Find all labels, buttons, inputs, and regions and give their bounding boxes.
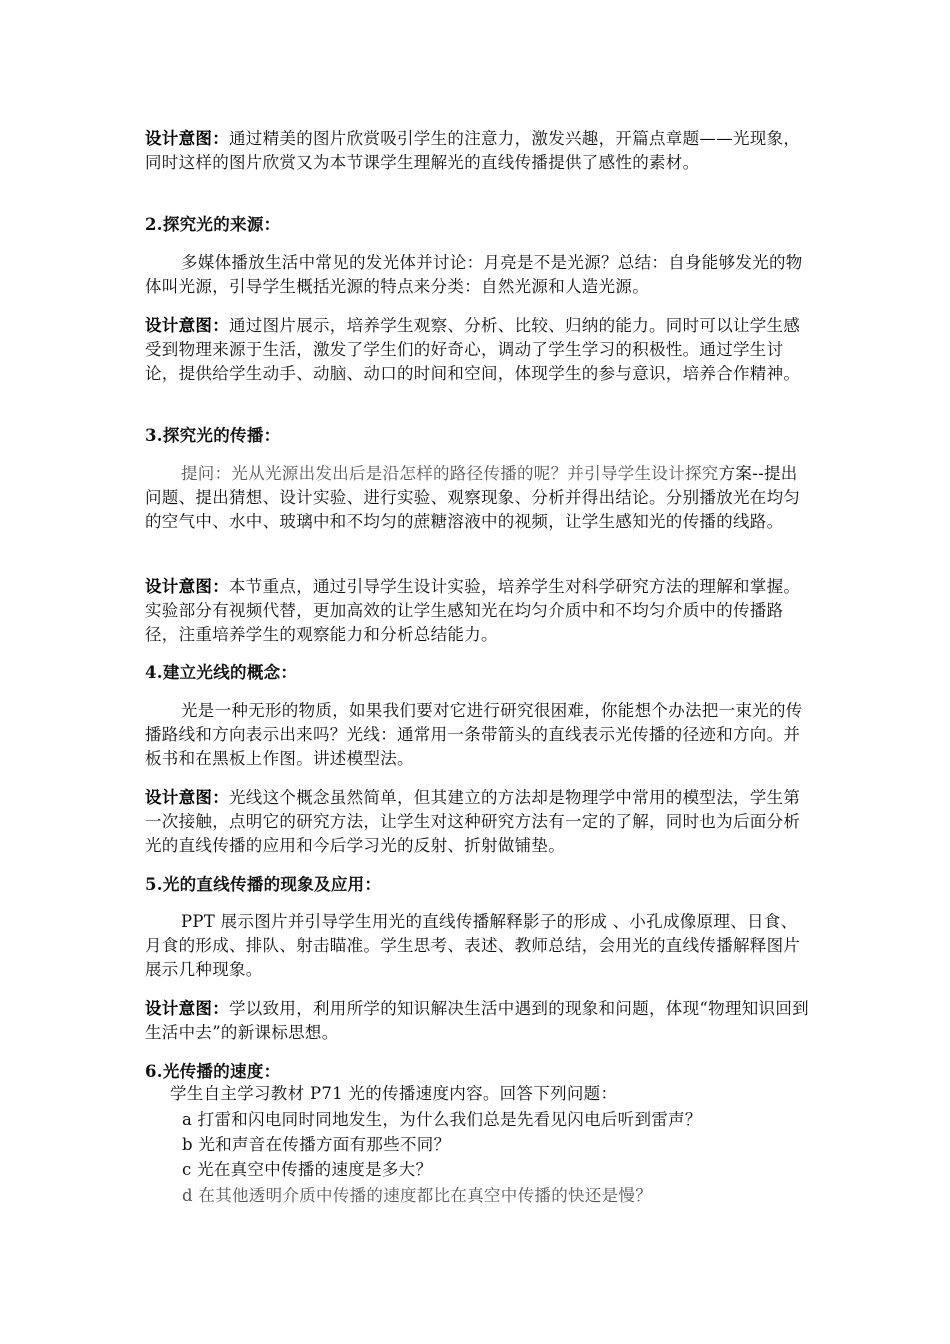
design-intent-paragraph-5: [145, 997, 813, 1045]
design-intent-label: 设计意图：: [145, 316, 229, 335]
section-5-heading: 5.光的直线传播的现象及应用：: [145, 875, 382, 894]
question-a: a 打雷和闪电同时同地发生，为什么我们总是先看见闪电后听到雷声？: [182, 1110, 702, 1129]
section-4-body: 光是一种无形的物质，如果我们要对它进行研究很困难，你能想个办法把一束光的传播路线和方向表示出来吗？光线：通常用一条带箭头的直线表示光传播的径迹和方向。并板书和在黑板上作图。讲述模型法。: [145, 701, 803, 768]
section-3-body-rest: 方案--提出问题、提出猜想、设计实验、进行实验、观察现象、分析并得出结论。分别播放光在均匀的空气中、水中、玻璃中和不均匀的蔗糖溶液中的视频，让学生感知光的传播的线路。: [145, 464, 801, 531]
design-intent-label: 设计意图：: [145, 999, 229, 1018]
design-intent-text: 通过图片展示，培养学生观察、分析、比较、归纳的能力。同时可以让学生感受到物理来源于生活，激发了学生们的好奇心，调动了学生学习的积极性。通过学生讨论，提供给学生动手、动脑、动口的时间和空间，体现学生的参与意识，培养合作精神。: [145, 316, 801, 383]
question-c: c 光在真空中传播的速度是多大？: [182, 1160, 433, 1179]
design-intent-paragraph-4: [145, 786, 813, 858]
section-3-body: [145, 462, 813, 534]
design-intent-paragraph-3: [145, 575, 813, 647]
design-intent-text: 学以致用，利用所学的知识解决生活中遇到的现象和问题，体现“物理知识回到生活中去”的新课标思想。: [145, 999, 809, 1042]
design-intent-label: 设计意图：: [145, 129, 229, 148]
design-intent-paragraph-1: [145, 127, 813, 175]
design-intent-text: 光线这个概念虽然简单，但其建立的方法却是物理学中常用的模型法，学生第一次接触，点明它的研究方法，让学生对这种研究方法有一定的了解，同时也为后面分析光的直线传播的应用和今后学习光的反射、折射做铺垫。: [145, 788, 801, 855]
design-intent-paragraph-2: [145, 314, 813, 386]
design-intent-label: 设计意图：: [145, 577, 229, 596]
design-intent-text: 通过精美的图片欣赏吸引学生的注意力，激发兴趣，开篇点章题——光现象，同时这样的图片欣赏又为本节课学生理解光的直线传播提供了感性的素材。: [145, 129, 801, 172]
section-3-body-lead: 提问：光从光源出发出后是沿怎样的路径传播的呢？并引导学生设计探究: [181, 464, 719, 483]
design-intent-text: 本节重点，通过引导学生设计实验，培养学生对科学研究方法的理解和掌握。实验部分有视频代替，更加高效的让学生感知光在均匀介质中和不均匀介质中的传播路径，注重培养学生的观察能力和分析总结能力。: [145, 577, 801, 644]
section-4-heading: 4.建立光线的概念：: [145, 663, 298, 682]
question-b: b 光和声音在传播方面有那些不同？: [182, 1135, 451, 1154]
design-intent-label: 设计意图：: [145, 788, 229, 807]
section-2-body: 多媒体播放生活中常见的发光体并讨论：月亮是不是光源？总结：自身能够发光的物体叫光源，引导学生概括光源的特点来分类：自然光源和人造光源。: [145, 253, 803, 296]
section-6-heading: 6.光传播的速度：: [145, 1062, 281, 1081]
section-2-heading: 2.探究光的来源：: [145, 215, 281, 234]
section-3-heading: 3.探究光的传播：: [145, 426, 281, 445]
section-6-intro: 学生自主学习教材 P71 光的传播速度内容。回答下列问题：: [170, 1084, 618, 1103]
section-5-body: PPT 展示图片并引导学生用光的直线传播解释影子的形成 、小孔成像原理、日食、月食的形成、排队、射击瞄准。学生思考、表述、教师总结，会用光的直线传播解释图片展示几种现象。: [145, 912, 801, 979]
question-d: d 在其他透明介质中传播的速度都比在真空中传播的快还是慢？: [182, 1186, 653, 1205]
